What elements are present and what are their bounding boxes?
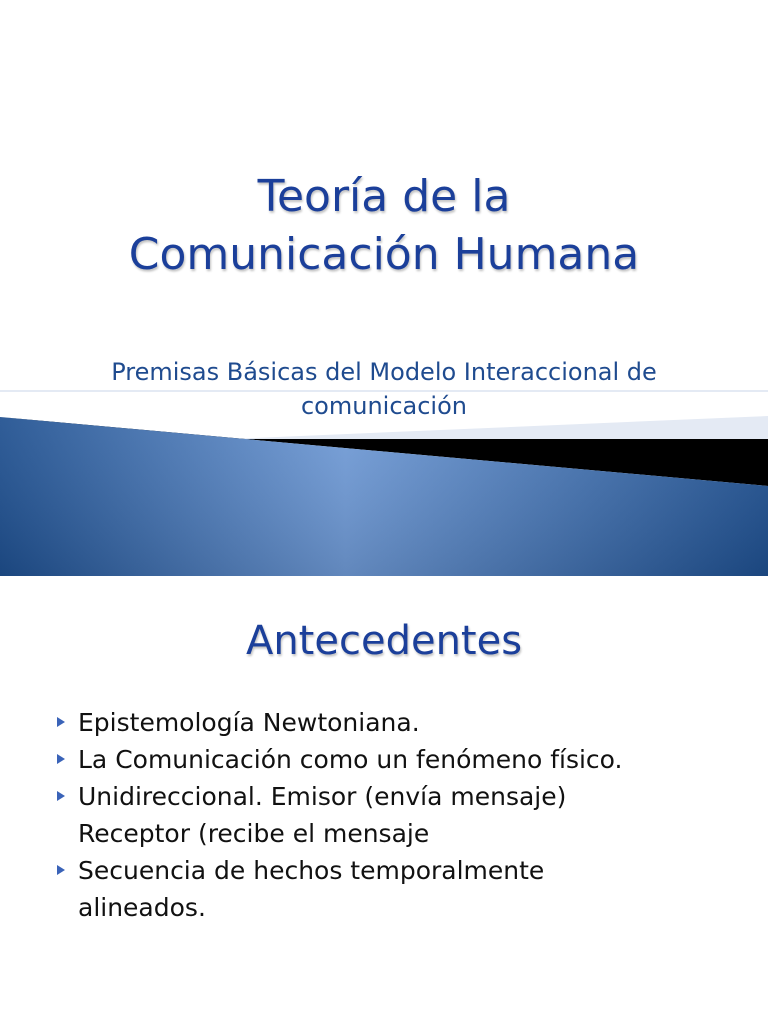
bullet-item-1 [50, 704, 750, 741]
bullet-text-4: Secuencia de hechos temporalmente [78, 856, 545, 885]
section-title: Antecedentes [245, 618, 523, 664]
triangle-bullet-icon [57, 754, 65, 764]
slide-title [0, 168, 768, 284]
triangle-bullet-icon [57, 791, 65, 801]
slide-title-line-2: Comunicación Humana [128, 229, 640, 280]
slide-subtitle-line-2: comunicación [300, 392, 467, 420]
triangle-bullet-icon [57, 865, 65, 875]
slide-title-line-1: Teoría de la [257, 171, 511, 222]
bullet-item-4 [50, 852, 750, 926]
bullet-text-2: La Comunicación como un fenómeno físico. [78, 745, 623, 774]
bullet-text-3-continuation: Receptor (recibe el mensaje [78, 819, 430, 848]
bullet-item-2 [50, 741, 750, 778]
bullet-text-4-continuation: alineados. [78, 893, 206, 922]
bullet-text-1: Epistemología Newtoniana. [78, 708, 420, 737]
bullet-text-3: Unidireccional. Emisor (envía mensaje) [78, 782, 567, 811]
triangle-bullet-icon [57, 717, 65, 727]
slide-subtitle-line-1: Premisas Básicas del Modelo Interaccional de [111, 358, 657, 386]
bullet-list [50, 704, 750, 926]
decorative-blue-band [0, 386, 768, 576]
band-light-wedge [230, 416, 768, 439]
bullet-item-3 [50, 778, 750, 852]
